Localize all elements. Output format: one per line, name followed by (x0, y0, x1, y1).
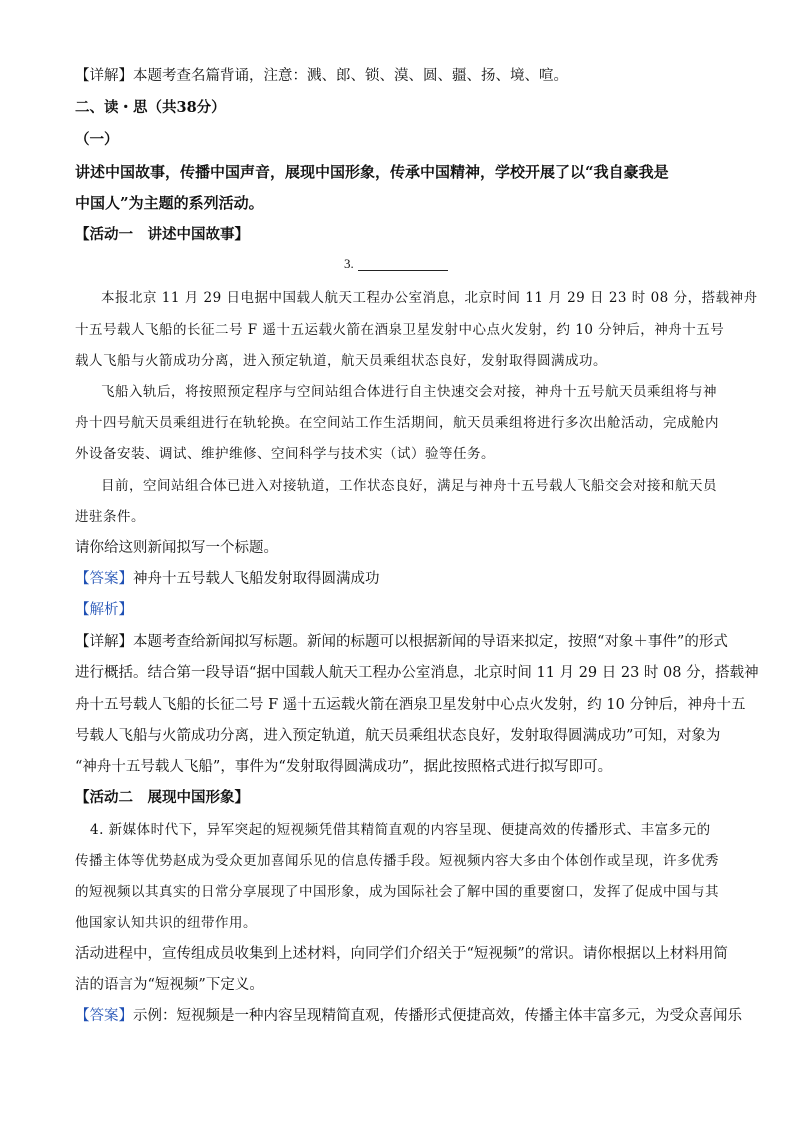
answer-4-text: 示例：短视频是一种内容呈现精简直观，传播形式便捷高效，传播主体丰富多元，为受众喜闻乐 (133, 1008, 742, 1024)
material-line: 传播主体等优势赵成为受众更加喜闻乐见的信息传播手段。短视频内容大多由个体创作或呈现，许多优秀 (75, 853, 719, 869)
question-3-prompt: 请你给这则新闻拟写一个标题。 (75, 540, 278, 556)
material-line: 他国家认知共识的纽带作用。 (75, 915, 257, 931)
section-heading: 二、读・思（共38分） (75, 99, 226, 116)
news-line: 本报北京 11 月 29 日电据中国载人航天工程办公室消息，北京时间 11 月 29 日 23 时 08 分，搭载神舟 (101, 290, 758, 306)
news-line: 舟十四号航天员乘组进行在轨轮换。在空间站工作生活期间，航天员乘组将进行多次出舱活动，完成舱内 (75, 415, 719, 431)
activity-1-heading: 【活动一 讲述中国故事】 (75, 226, 249, 243)
detail-line: 进行概括。结合第一段导语“据中国载人航天工程办公室消息，北京时间 11 月 29 日 23 时 08 分，搭载神 (75, 665, 759, 681)
material-line: 4. 新媒体时代下，异军突起的短视频凭借其精简直观的内容呈现、便捷高效的传播形式、丰富多元的 (90, 822, 711, 838)
news-line: 十五号载人飞船的长征二号 F 遥十五运载火箭在酒泉卫星发射中心点火发射，约 10 分钟后，神舟十五号 (75, 322, 725, 338)
news-line: 目前，空间站组合体已进入对接轨道，工作状态良好，满足与神舟十五号载人飞船交会对接和航天员 (101, 478, 717, 494)
news-line: 外设备安装、调试、维护维修、空间科学与技术实（试）验等任务。 (75, 446, 495, 462)
detail-tag: 【详解】 (75, 68, 133, 84)
answer-3-text: 神舟十五号载人飞船发射取得圆满成功 (133, 571, 380, 587)
answer-blank (358, 270, 448, 271)
detail-text: 本题考查给新闻拟写标题。新闻的标题可以根据新闻的导语来拟定，按照“对象＋事件”的形式 (133, 634, 728, 650)
detail-tag: 【详解】 (75, 634, 133, 650)
answer-tag: 【答案】 (75, 571, 133, 587)
material-line: 的短视频以其真实的日常分享展现了中国形象，成为国际社会了解中国的重要窗口，发挥了促成中国与其 (75, 884, 719, 900)
question-4-prompt: 活动进程中，宣传组成员收集到上述材料，向同学们介绍关于“短视频”的常识。请你根据以上材料用简 (75, 946, 728, 962)
news-line: 载人飞船与火箭成功分离，进入预定轨道，航天员乘组状态良好，发射取得圆满成功。 (75, 353, 607, 369)
answer-tag: 【答案】 (75, 1008, 133, 1024)
news-line: 进驻条件。 (75, 509, 145, 525)
answer-3-line (75, 569, 725, 589)
intro-line-2: 中国人”为主题的系列活动。 (75, 194, 264, 212)
activity-2-heading: 【活动二 展现中国形象】 (75, 789, 249, 806)
detail-line: 号载人飞船与火箭成功分离，进入预定轨道，航天员乘组状态良好，发射取得圆满成功”可知，对象为 (75, 728, 721, 744)
detail-line: “神舟十五号载人飞船”，事件为“发射取得圆满成功”，据此按照格式进行拟写即可。 (75, 759, 613, 775)
detail-line (75, 632, 728, 652)
news-line: 飞船入轨后，将按照预定程序与空间站组合体进行自主快速交会对接，神舟十五号航天员乘组将与神 (101, 384, 717, 400)
analysis-tag: 【解析】 (75, 602, 133, 618)
detail-line: 舟十五号载人飞船的长征二号 F 遥十五运载火箭在酒泉卫星发射中心点火发射，约 10 分钟后，神舟十五 (75, 697, 746, 713)
subsection-heading: （一） (75, 131, 119, 148)
question-4-prompt: 洁的语言为“短视频”下定义。 (75, 977, 264, 993)
intro-line-1: 讲述中国故事，传播中国声音，展现中国形象，传承中国精神，学校开展了以“我自豪我是 (75, 163, 669, 181)
prev-detail-text: 本题考查名篇背诵，注意：溅、郎、锁、漠、圆、疆、扬、境、喧。 (133, 68, 568, 84)
question-3-number: 3. (344, 256, 354, 271)
prev-detail-line (75, 66, 725, 86)
answer-4-line (75, 1006, 742, 1026)
